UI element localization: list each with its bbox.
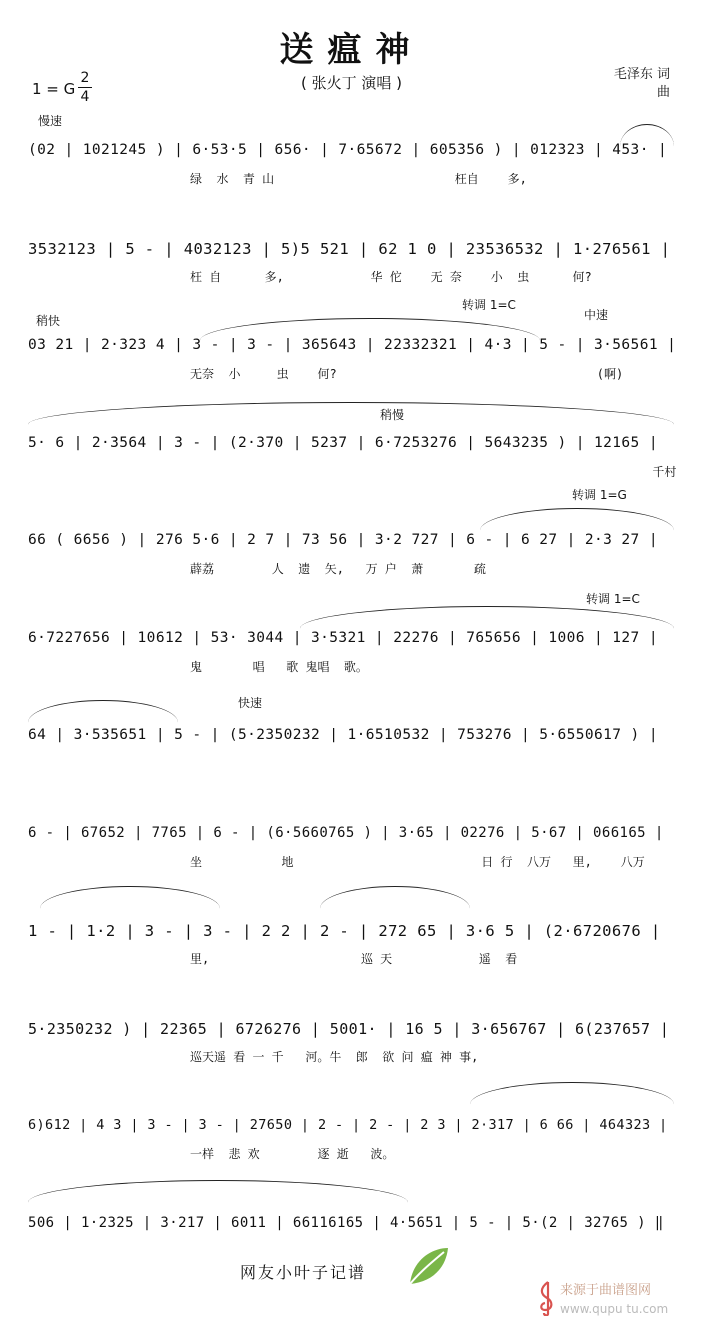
tempo-fast: 快速 [238, 696, 263, 710]
lyrics-row: 薜荔 人 遗 矢, 万 户 萧 疏 [190, 562, 486, 576]
slur [480, 508, 674, 535]
treble-clef-icon [536, 1280, 558, 1316]
slur [470, 1082, 674, 1109]
staff-row: 64 | 3·535651 | 5 - | (5·2350232 | 1·6510532 | 753276 | 5·6550617 ) | [28, 727, 658, 743]
lyrics-row: 坐 地 日 行 八万 里, 八万 [190, 855, 645, 869]
leaf-icon [404, 1242, 452, 1290]
key-signature: 1 = G [32, 80, 76, 98]
staff-row: 3532123 | 5 - | 4032123 | 5)5 521 | 62 1 0 | 23536532 | 1·276561 | [28, 240, 671, 258]
time-signature-bottom: 4 [80, 89, 90, 105]
slur [300, 606, 674, 633]
page-title: 送瘟神 [279, 30, 424, 70]
modulation-c-1: 转调 1=C [462, 298, 516, 312]
performer-subtitle: ( 张火丁 演唱 ) [300, 74, 402, 92]
staff-row: (02 | 1021245 ) | 6·53·5 | 656· | 7·65672 | 605356 ) | 012323 | 453· | [28, 142, 668, 158]
staff-row: 6)612 | 4 3 | 3 - | 3 - | 27650 | 2 - | 2 - | 2 3 | 2·317 | 6 66 | 464323 | [28, 1117, 668, 1133]
staff-row: 03 21 | 2·323 4 | 3 - | 3 - | 365643 | 22332321 | 4·3 | 5 - | 3·56561 | [28, 337, 677, 353]
time-signature [78, 70, 92, 105]
lyrics-row: 枉 自 多, 华 佗 无 奈 小 虫 何? [190, 270, 592, 284]
staff-row: 66 ( 6656 ) | 276 5·6 | 2 7 | 73 56 | 3·2 727 | 6 - | 6 27 | 2·3 27 | [28, 532, 658, 548]
tempo-slightly-slow: 稍慢 [380, 408, 405, 422]
watermark-url: www.qupu tu.com [560, 1302, 669, 1316]
staff-row: 5·2350232 ) | 22365 | 6726276 | 5001· | 16 5 | 3·656767 | 6(237657 | [28, 1020, 670, 1038]
staff-row: 6·7227656 | 10612 | 53· 3044 | 3·5321 | 22276 | 765656 | 1006 | 127 | [28, 630, 658, 646]
slur [200, 318, 540, 345]
modulation-g: 转调 1=G [572, 488, 627, 502]
transcriber-signature: 网友小叶子记谱 [240, 1263, 367, 1282]
staff-row: 1 - | 1·2 | 3 - | 3 - | 2 2 | 2 - | 272 65 | 3·6 5 | (2·6720676 | [28, 922, 661, 940]
staff-row: 506 | 1·2325 | 3·217 | 6011 | 66116165 | 4·5651 | 5 - | 5·(2 | 32765 ) ‖ [28, 1215, 664, 1231]
tempo-slightly-fast: 稍快 [36, 314, 61, 328]
staff-row: 6 - | 67652 | 7765 | 6 - | (6·5660765 ) | 3·65 | 02276 | 5·67 | 066165 | [28, 825, 664, 841]
slur [620, 124, 674, 151]
slur [320, 886, 470, 913]
credits [600, 66, 670, 102]
lyrics-row: 绿 水 青 山 枉自 多, [190, 172, 527, 186]
watermark-line1: 来源于曲谱图网 [560, 1283, 652, 1298]
tempo-medium: 中速 [584, 308, 609, 322]
modulation-c-2: 转调 1=C [586, 592, 640, 606]
lyrics-row: 里, 巡 天 遥 看 [190, 952, 518, 966]
lyrics-row: 无奈 小 虫 何? (啊) [190, 367, 624, 381]
slur [28, 700, 178, 727]
source-watermark [560, 1282, 668, 1318]
tempo-slow: 慢速 [38, 114, 63, 128]
lyrics-row: 一样 悲 欢 逐 逝 波。 [190, 1147, 395, 1161]
slur [40, 886, 220, 913]
lyricist-credit: 毛泽东 词 [613, 67, 670, 82]
lyrics-row: 千村 [190, 465, 677, 479]
slur [28, 1180, 408, 1207]
staff-row: 5· 6 | 2·3564 | 3 - | (2·370 | 5237 | 6·7253276 | 5643235 ) | 12165 | [28, 435, 658, 451]
slur [28, 402, 674, 429]
composer-credit: 曲 [656, 85, 670, 100]
lyrics-row: 巡天遥 看 一 千 河。牛 郎 欲 问 瘟 神 事, [190, 1050, 479, 1064]
time-signature-top: 2 [80, 70, 90, 86]
lyrics-row: 鬼 唱 歌 鬼唱 歌。 [190, 660, 368, 674]
